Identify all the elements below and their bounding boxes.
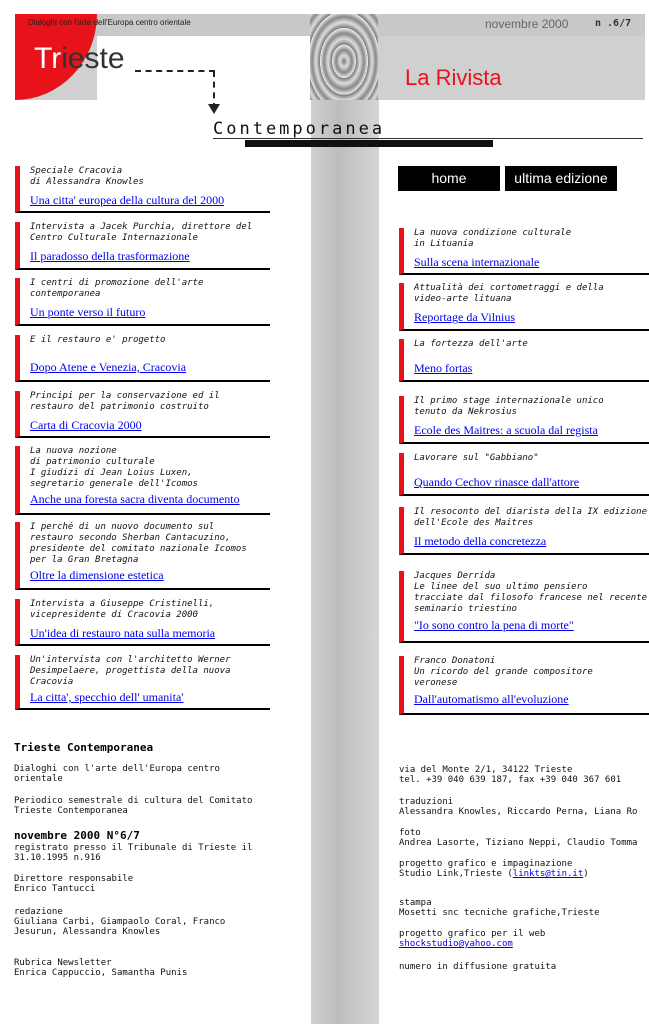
footer-title: Trieste Contemporanea bbox=[14, 741, 154, 754]
title-black-bar bbox=[245, 140, 493, 147]
logo-dashed-line bbox=[135, 70, 215, 72]
left-article-9 bbox=[15, 655, 270, 710]
arrow-down-icon bbox=[208, 104, 220, 114]
article-description: Principi per la conservazione ed il restauro del patrimonio costruito bbox=[30, 391, 220, 412]
header-white-panel bbox=[97, 36, 310, 100]
article-description: Franco Donatoni Un ricordo del grande compositore veronese bbox=[414, 656, 593, 688]
right-article-6 bbox=[399, 507, 649, 555]
issue-number: n .6/7 bbox=[595, 18, 632, 29]
footer-web-label: progetto grafico per il web bbox=[399, 929, 546, 939]
article-description: Lavorare sul "Gabbiano" bbox=[414, 453, 539, 463]
article-link[interactable]: Dopo Atene e Venezia, Cracovia bbox=[30, 360, 187, 374]
logo-trieste bbox=[34, 42, 125, 76]
logo-red-part: Tr bbox=[34, 42, 62, 75]
footer-foto: foto Andrea Lasorte, Tiziano Neppi, Claudio Tomma bbox=[399, 828, 638, 848]
subtitle-la-rivista: La Rivista bbox=[405, 65, 502, 90]
article-link[interactable]: Un'idea di restauro nata sulla memoria bbox=[30, 626, 216, 640]
footer-progetto-email-link[interactable]: linkts@tin.it bbox=[512, 869, 584, 879]
article-description: Il primo stage internazionale unico tenuto da Nekrosius bbox=[414, 396, 604, 417]
article-description: Jacques Derrida Le linee del suo ultimo pensiero tracciate dal filosofo francese nel recente seminario triestino bbox=[414, 571, 647, 614]
footer-periodico: Periodico semestrale di cultura del Comitato Trieste Contemporanea bbox=[14, 796, 253, 816]
article-description: E il restauro e' progetto bbox=[30, 335, 166, 345]
header-tagline: Dialoghi con l'arte dell'Europa centro orientale bbox=[28, 18, 191, 27]
footer-address: via del Monte 2/1, 34122 Trieste tel. +39 040 639 187, fax +39 040 367 601 bbox=[399, 765, 622, 785]
right-article-7 bbox=[399, 571, 649, 643]
footer-direttore: Direttore responsabile Enrico Tantucci bbox=[14, 874, 134, 894]
article-description: Intervista a Giuseppe Cristinelli, vicepresidente di Cracovia 2000 bbox=[30, 599, 215, 620]
right-article-8 bbox=[399, 656, 649, 715]
right-article-4 bbox=[399, 396, 649, 444]
water-ripple-image bbox=[310, 14, 378, 100]
title-contemporanea: Contemporanea bbox=[213, 119, 386, 139]
nav-last-edition-button[interactable]: ultima edizione bbox=[505, 166, 617, 191]
right-article-3 bbox=[399, 339, 649, 382]
right-article-5 bbox=[399, 453, 649, 496]
left-article-1 bbox=[15, 166, 270, 213]
article-description: La nuova condizione culturale in Lituania bbox=[414, 228, 572, 249]
article-link[interactable]: Ecole des Maitres: a scuola dal regista bbox=[414, 423, 598, 437]
article-link[interactable]: Meno fortas bbox=[414, 361, 473, 375]
footer-traduzioni: traduzioni Alessandra Knowles, Riccardo Perna, Liana Ro bbox=[399, 797, 638, 817]
article-link[interactable]: Dall'automatismo all'evoluzione bbox=[414, 692, 569, 706]
article-description: Un'intervista con l'architetto Werner Desimpelaere, progettista della nuova Cracovia bbox=[30, 655, 231, 687]
left-article-8 bbox=[15, 599, 270, 646]
footer-stampa: stampa Mosetti snc tecniche grafiche,Trieste bbox=[399, 898, 600, 918]
left-article-5 bbox=[15, 391, 270, 438]
article-link[interactable]: Oltre la dimensione estetica bbox=[30, 568, 164, 582]
left-article-2 bbox=[15, 222, 270, 270]
left-article-7 bbox=[15, 522, 270, 590]
footer-edition: novembre 2000 N°6/7 bbox=[14, 829, 140, 842]
article-link[interactable]: Il paradosso della trasformazione bbox=[30, 249, 190, 263]
footer-diffusione: numero in diffusione gratuita bbox=[399, 962, 557, 972]
article-link[interactable]: Quando Cechov rinasce dall'attore bbox=[414, 475, 580, 489]
footer-web bbox=[399, 929, 545, 949]
article-link[interactable]: Una citta' europea della cultura del 2000 bbox=[30, 193, 225, 207]
logo-dark-part: ieste bbox=[61, 42, 125, 75]
article-description: Attualità dei cortometraggi e della video-arte lituana bbox=[414, 283, 604, 304]
footer-progetto-close: ) bbox=[583, 869, 589, 879]
article-link[interactable]: Sulla scena internazionale bbox=[414, 255, 540, 269]
left-article-6 bbox=[15, 446, 270, 515]
article-description: La nuova nozione di patrimonio culturale I giudizi di Jean Loius Luxen, segretario generale dell'Icomos bbox=[30, 446, 198, 489]
center-decorative-column bbox=[311, 100, 379, 1024]
article-link[interactable]: La citta', specchio dell' umanita' bbox=[30, 690, 184, 704]
article-description: La fortezza dell'arte bbox=[414, 339, 528, 349]
nav-home-button[interactable]: home bbox=[398, 166, 500, 191]
article-link[interactable]: "Io sono contro la pena di morte" bbox=[414, 618, 574, 632]
article-link[interactable]: Un ponte verso il futuro bbox=[30, 305, 146, 319]
left-article-4 bbox=[15, 335, 270, 382]
footer-progetto bbox=[399, 859, 589, 879]
article-description: I perché di un nuovo documento sul restauro secondo Sherban Cantacuzino, presidente del comitato nazionale Icomos per la Gran Bretagna bbox=[30, 522, 247, 565]
article-link[interactable]: Reportage da Vilnius bbox=[414, 310, 516, 324]
article-description: Il resoconto del diarista della IX edizione dell'Ecole des Maitres bbox=[414, 507, 647, 528]
right-article-2 bbox=[399, 283, 649, 331]
article-link[interactable]: Il metodo della concretezza bbox=[414, 534, 547, 548]
title-underline bbox=[213, 138, 643, 139]
footer-redazione: redazione Giuliana Carbi, Giampaolo Coral, Franco Jesurun, Alessandra Knowles bbox=[14, 907, 226, 937]
article-description: Intervista a Jacek Purchia, direttore del Centro Culturale Internazionale bbox=[30, 222, 253, 243]
footer-rubrica: Rubrica Newsletter Enrica Cappuccio, Samantha Punis bbox=[14, 958, 188, 978]
footer-registrato: registrato presso il Tribunale di Trieste il 31.10.1995 n.916 bbox=[14, 843, 253, 863]
left-article-3 bbox=[15, 278, 270, 326]
right-article-1 bbox=[399, 228, 649, 275]
footer-tagline: Dialoghi con l'arte dell'Europa centro orientale bbox=[14, 764, 220, 784]
issue-date: novembre 2000 bbox=[485, 17, 569, 31]
article-link[interactable]: Carta di Cracovia 2000 bbox=[30, 418, 142, 432]
article-description: Speciale Cracovia di Alessandra Knowles bbox=[30, 166, 144, 187]
article-description: I centri di promozione dell'arte contemporanea bbox=[30, 278, 204, 299]
footer-progetto-label: progetto grafico e impaginazione Studio Link,Trieste ( bbox=[399, 859, 573, 879]
footer-web-email-link[interactable]: shockstudio@yahoo.com bbox=[399, 939, 513, 949]
article-link[interactable]: Anche una foresta sacra diventa documento bbox=[30, 492, 240, 506]
